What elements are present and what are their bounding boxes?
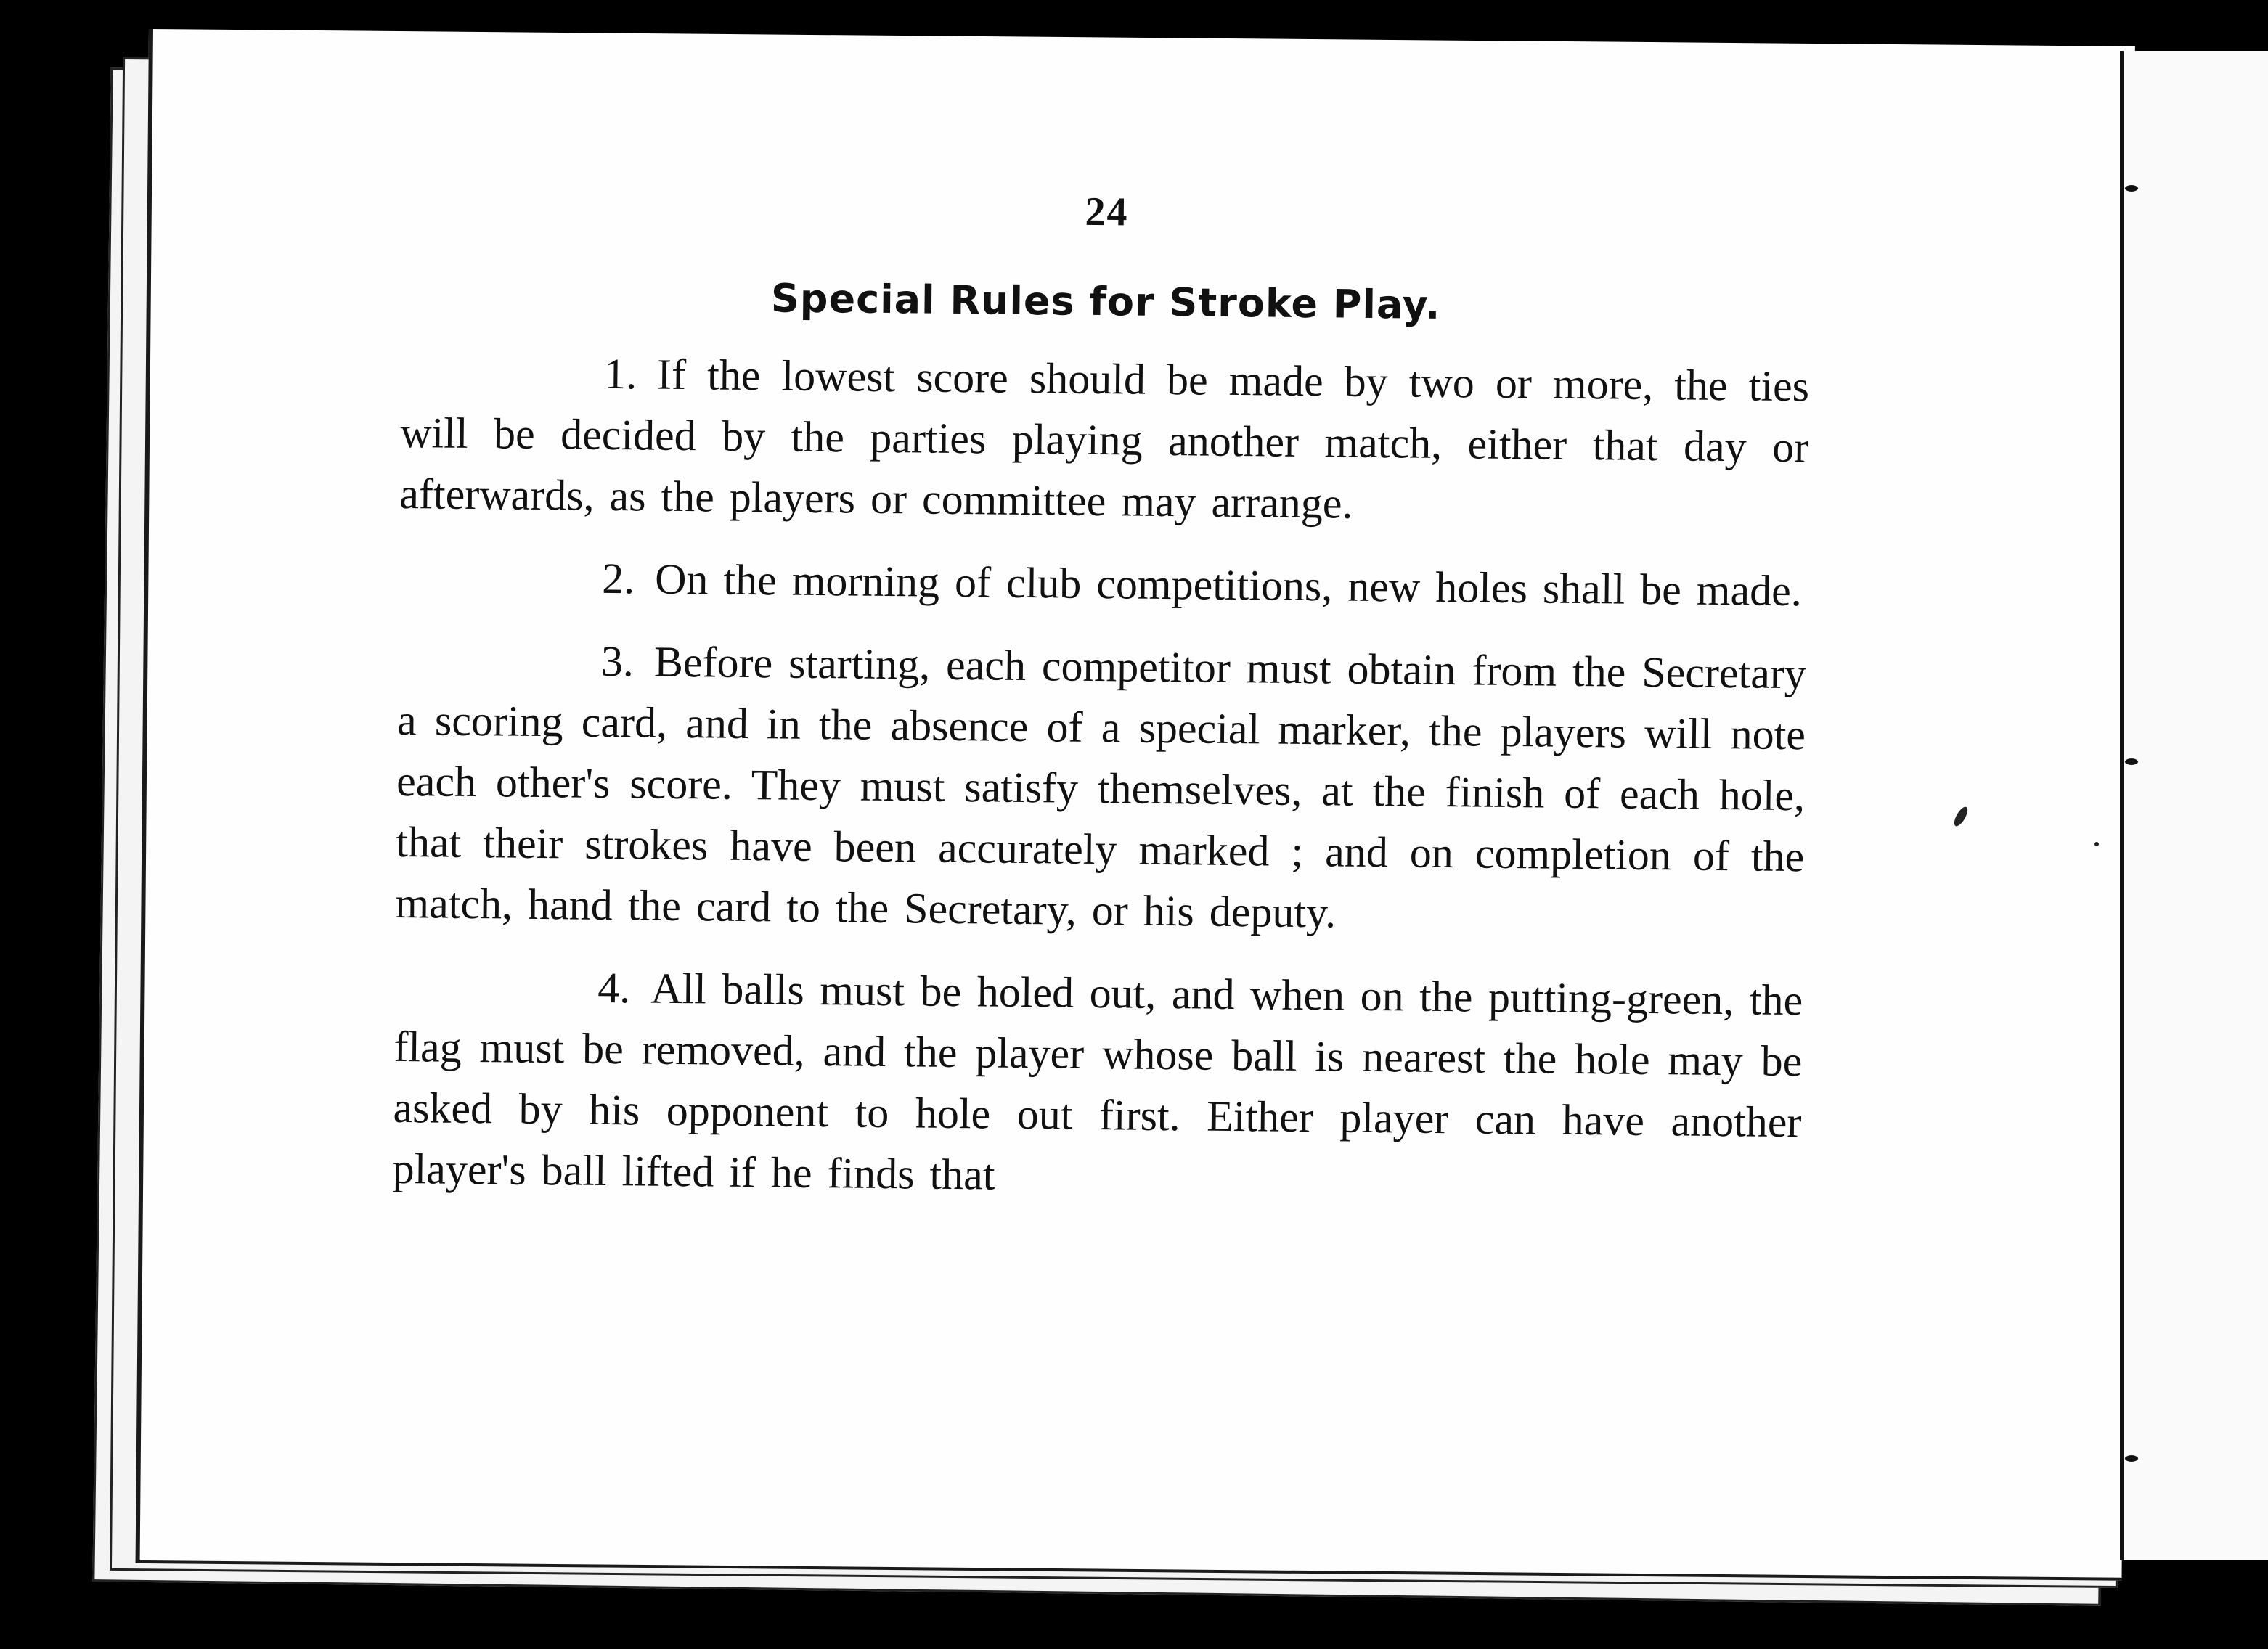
rule-number: 3.	[600, 637, 635, 686]
binding-mark	[2125, 758, 2138, 765]
rule-text: Before starting, each competitor must obtain from the Secretary a scoring card, and in the absence of a special marker, the players will note each other's score. They must satisfy themselves, at the finish of each hole, that their strokes have been accurately marked ; and on completion of the match, hand the card to the Secretary, or his deputy.	[395, 637, 1807, 937]
page-text	[392, 174, 1811, 1235]
rule-2	[399, 546, 1808, 621]
rule-text: On the morning of club competitions, new holes shall be made.	[654, 555, 1803, 615]
facing-page-edge	[2120, 51, 2268, 1560]
rule-1	[399, 341, 1810, 539]
binding-mark	[2125, 1455, 2138, 1462]
rule-3	[395, 629, 1806, 948]
rule-text: If the lowest score should be made by two or more, the ties will be decided by the parties playing another match, either that day or afterwards, as the players or committee may arrange.	[399, 350, 1810, 528]
page-number: 24	[1085, 189, 1129, 235]
rule-4	[392, 955, 1803, 1214]
ink-speck	[2094, 842, 2099, 846]
rule-number: 1.	[603, 349, 637, 398]
rule-number: 2.	[601, 554, 635, 603]
rule-text: All balls must be holed out, and when on the putting-green, the flag must be removed, and the player whose ball is nearest the hole may be asked by his opponent to hole out first. Either player can have another player's ball lifted if he finds that	[392, 964, 1803, 1199]
section-title: Special Rules for Stroke Play.	[770, 275, 1441, 328]
binding-mark	[2125, 185, 2138, 192]
rule-number: 4.	[597, 963, 631, 1012]
